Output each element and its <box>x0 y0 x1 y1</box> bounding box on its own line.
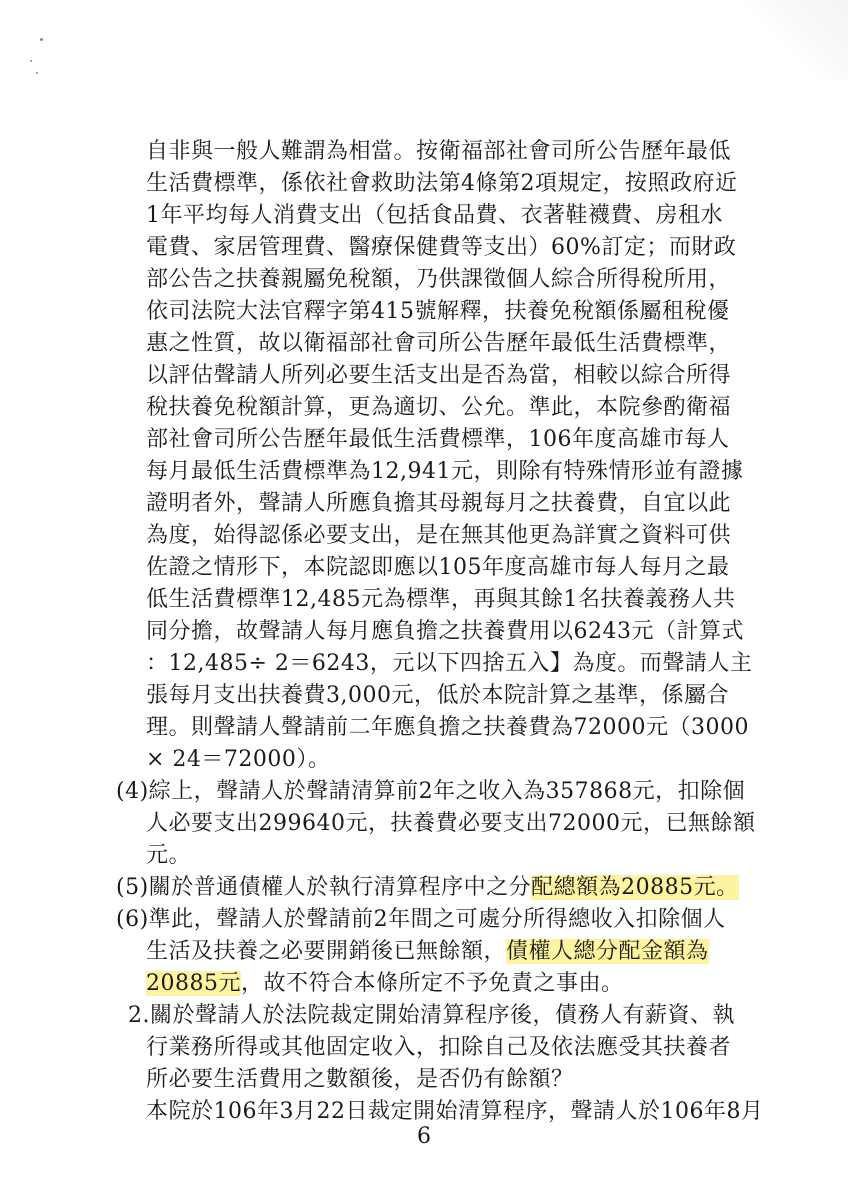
paragraph-line: 佐證之情形下，本院認即應以105年度高雄市每人每月之最 <box>146 555 730 580</box>
section-2-heading: 2.關於聲請人於法院裁定開始清算程序後，債務人有薪資、執 <box>128 1003 735 1028</box>
paragraph-line: 部社會司所公告歷年最低生活費標準，106年度高雄市每人 <box>146 427 730 452</box>
item-5-line <box>116 872 746 904</box>
paragraph-line: 稅扶養免稅額計算，更為適切、公允。準此，本院參酌衛福 <box>146 395 732 420</box>
item-6-highlight: 20885元 <box>146 971 241 996</box>
item-5-text: (5)關於普通債權人於執行清算程序中之分 <box>116 875 532 900</box>
paragraph-line: 生活費標準，係依社會救助法第4條第2項規定，按照政府近 <box>146 171 738 196</box>
page-number: 6 <box>417 1124 431 1149</box>
item-6-line <box>146 968 746 1000</box>
item-6-line <box>146 936 746 968</box>
scan-speck <box>36 72 38 74</box>
paragraph-line: 為度，始得認係必要支出，是在無其他更為詳實之資料可供 <box>146 523 732 548</box>
item-6-line: (6)準此，聲請人於聲請前2年間之可處分所得總收入扣除個人 <box>116 907 726 932</box>
paragraph-line: 自非與一般人難謂為相當。按衛福部社會司所公告歷年最低 <box>146 139 732 164</box>
item-6-highlight: 債權人總分配金額為 <box>506 939 709 964</box>
paragraph-line: 低生活費標準12,485元為標準，再與其餘1名扶養義務人共 <box>146 587 736 612</box>
paragraph-line: 同分擔，故聲請人每月應負擔之扶養費用以6243元（計算式 <box>146 619 744 644</box>
item-6-text: 生活及扶養之必要開銷後已無餘額， <box>146 939 507 964</box>
item-5-highlight: 配總額為20885元。 <box>531 875 739 900</box>
scan-speck <box>30 60 32 62</box>
item-6-text: ，故不符合本條所定不予免責之事由。 <box>241 971 624 996</box>
item-4-line: (4)綜上，聲請人於聲請清算前2年之收入為357868元，扣除個 <box>116 779 746 804</box>
section-2-line: 所必要生活費用之數額後，是否仍有餘額？ <box>146 1067 574 1092</box>
section-2-line: 行業務所得或其他固定收入，扣除自己及依法應受其扶養者 <box>146 1035 732 1060</box>
paragraph-line: 電費、家居管理費、醫療保健費等支出）60%訂定；而財政 <box>146 235 737 260</box>
section-2-line: 本院於106年3月22日裁定開始清算程序，聲請人於106年8月 <box>146 1099 764 1124</box>
paragraph-line: 理。則聲請人聲請前二年應負擔之扶養費為72000元（3000 <box>146 715 749 740</box>
paragraph-line: 部公告之扶養親屬免稅額，乃供課徵個人綜合所得稅所用， <box>146 267 732 292</box>
paragraph-line: 張每月支出扶養費3,000元，低於本院計算之基準，係屬合 <box>146 683 729 708</box>
paragraph-line: 惠之性質，故以衛福部社會司所公告歷年最低生活費標準， <box>146 331 732 356</box>
scan-corner-shadow <box>738 0 848 80</box>
paragraph-line: 1年平均每人消費支出（包括食品費、衣著鞋襪費、房租水 <box>146 203 723 228</box>
paragraph-line: 每月最低生活費標準為12,941元，則除有特殊情形並有證據 <box>146 459 744 484</box>
document-body <box>116 136 764 1128</box>
paragraph-line: 依司法院大法官釋字第415號解釋，扶養免稅額係屬租稅優 <box>146 299 730 324</box>
paragraph-line: 以評估聲請人所列必要生活支出是否為當，相較以綜合所得 <box>146 363 732 388</box>
item-4-line: 人必要支出299640元，扶養費必要支出72000元，已無餘額 <box>146 811 756 836</box>
scan-speck <box>40 38 43 41</box>
paragraph-line: ：12,485÷ 2＝6243，元以下四捨五入】為度。而聲請人主 <box>146 651 753 676</box>
item-4-line: 元。 <box>146 843 192 868</box>
paragraph-line: × 24＝72000）。 <box>146 747 331 772</box>
paragraph-line: 證明者外，聲請人所應負擔其母親每月之扶養費，自宜以此 <box>146 491 732 516</box>
